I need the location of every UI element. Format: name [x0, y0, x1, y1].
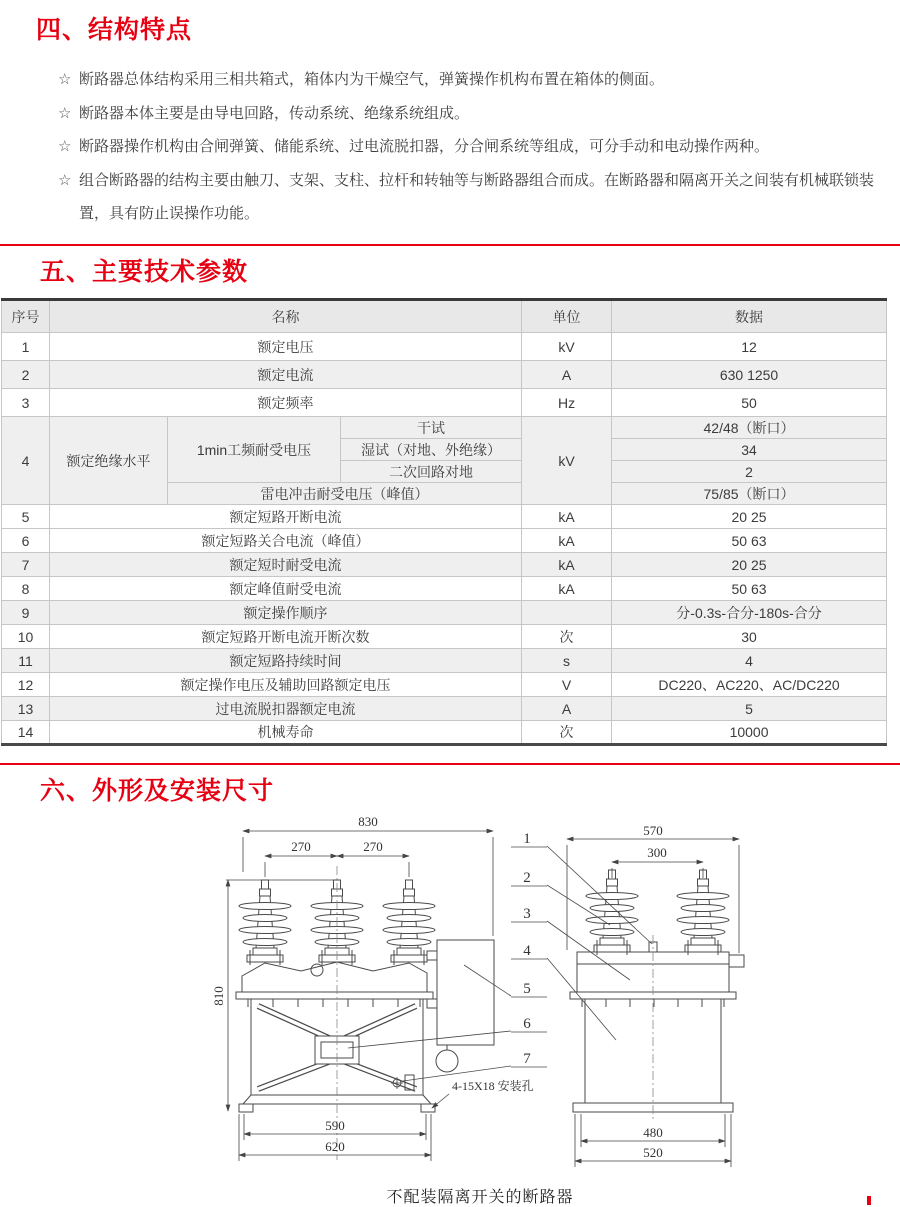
mounting-foot	[421, 1104, 435, 1112]
cell-unit: 次	[522, 721, 612, 745]
cell-unit: kV	[522, 417, 612, 505]
mounting-foot	[239, 1104, 253, 1112]
cell-name: 额定电流	[50, 361, 522, 389]
cell-group-power-frequency: 1min工频耐受电压	[168, 417, 341, 483]
cell-data: 20 25	[612, 505, 887, 529]
cell-no: 7	[2, 553, 50, 577]
dim-830: 830	[358, 814, 378, 829]
lifting-hole	[311, 964, 323, 976]
mounting-hole-label: 4-15X18 安装孔	[452, 1079, 534, 1093]
dim-480: 480	[643, 1125, 663, 1140]
cell-no: 3	[2, 389, 50, 417]
cell-sub-dry: 干试	[341, 417, 522, 439]
cell-data: 4	[612, 649, 887, 673]
cell-name: 额定短路关合电流（峰值）	[50, 529, 522, 553]
cell-data: 630 1250	[612, 361, 887, 389]
front-view	[236, 866, 494, 1160]
cell-data: 5	[612, 697, 887, 721]
cell-unit: kA	[522, 553, 612, 577]
dim-590: 590	[325, 1118, 345, 1133]
cell-data: 75/85（断口）	[612, 483, 887, 505]
cell-sub-secondary: 二次回路对地	[341, 461, 522, 483]
cell-data: 10000	[612, 721, 887, 745]
bullet-text: 断路器本体主要是由导电回路，传动系统、绝缘系统组成。	[79, 104, 470, 122]
callout-3: 3	[523, 906, 531, 922]
section5-title: 五、主要技术参数	[40, 258, 249, 286]
drawing-caption: 不配装隔离开关的断路器	[386, 1189, 574, 1206]
cell-name: 额定操作顺序	[50, 601, 522, 625]
cell-no: 6	[2, 529, 50, 553]
cell-no: 2	[2, 361, 50, 389]
cell-unit: kV	[522, 333, 612, 361]
cell-data: DC220、AC220、AC/DC220	[612, 673, 887, 697]
callout-6: 6	[523, 1016, 531, 1032]
insulator-bushing	[239, 880, 291, 965]
cell-sub-wet: 湿试（对地、外绝缘）	[341, 439, 522, 461]
section4-title: 四、结构特点	[36, 16, 193, 44]
cell-data: 12	[612, 333, 887, 361]
cell-data: 30	[612, 625, 887, 649]
callout-4: 4	[523, 943, 531, 959]
cell-unit: kA	[522, 505, 612, 529]
cell-data: 42/48（断口）	[612, 417, 887, 439]
cell-data: 50	[612, 389, 887, 417]
mechanism-mount	[427, 951, 437, 960]
cell-data: 2	[612, 461, 887, 483]
bullet-text: 断路器总体结构采用三相共箱式，箱体内为干燥空气，弹簧操作机构布置在箱体的侧面。	[79, 71, 665, 88]
insulator-bushing	[677, 870, 729, 955]
cell-no: 10	[2, 625, 50, 649]
callout-2: 2	[523, 870, 531, 886]
cell-no: 8	[2, 577, 50, 601]
dim-620: 620	[325, 1139, 345, 1154]
side-view	[570, 870, 744, 1120]
cell-no: 12	[2, 673, 50, 697]
cell-no: 1	[2, 333, 50, 361]
flange-bolts	[248, 999, 420, 1007]
cell-name: 额定短时耐受电流	[50, 553, 522, 577]
cell-unit: kA	[522, 577, 612, 601]
cell-no: 11	[2, 649, 50, 673]
cell-data: 20 25	[612, 553, 887, 577]
dim-570: 570	[643, 823, 663, 838]
tank-flange	[236, 992, 433, 999]
callout-1: 1	[523, 831, 531, 847]
cell-no: 9	[2, 601, 50, 625]
cell-no: 4	[2, 417, 50, 505]
cell-data: 分-0.3s-合分-180s-合分	[612, 601, 887, 625]
dim-270: 270	[363, 839, 383, 854]
header-unit: 单位	[522, 300, 612, 333]
page-corner-mark	[867, 1196, 871, 1205]
cell-unit: kA	[522, 529, 612, 553]
cell-group-lightning: 雷电冲击耐受电压（峰值）	[168, 483, 522, 505]
cell-no: 5	[2, 505, 50, 529]
callout-7: 7	[523, 1051, 531, 1067]
cell-unit: Hz	[522, 389, 612, 417]
cell-data: 34	[612, 439, 887, 461]
side-bracket	[729, 955, 744, 967]
cell-data: 50 63	[612, 529, 887, 553]
cell-unit: 次	[522, 625, 612, 649]
cell-unit: s	[522, 649, 612, 673]
operating-mechanism-box	[437, 940, 494, 1045]
star-bullet-icon: ☆	[58, 138, 72, 155]
cell-unit: A	[522, 361, 612, 389]
star-bullet-icon: ☆	[58, 71, 72, 88]
cell-unit: V	[522, 673, 612, 697]
bullet-text: 组合断路器的结构主要由触刀、支架、支柱、拉杆和转轴等与断路器组合而成。在断路器和隔离开关之间装有机械联锁装置，具有防止误操作功能。	[79, 171, 875, 222]
cell-name: 额定绝缘水平	[50, 417, 168, 505]
callout-5: 5	[523, 981, 531, 997]
section6-title: 六、外形及安装尺寸	[40, 777, 275, 805]
cell-name: 额定操作电压及辅助回路额定电压	[50, 673, 522, 697]
star-bullet-icon: ☆	[58, 171, 72, 189]
cell-no: 14	[2, 721, 50, 745]
dim-270: 270	[291, 839, 311, 854]
header-name: 名称	[50, 300, 522, 333]
tank-roof	[242, 962, 427, 992]
mechanism-mount	[427, 999, 437, 1008]
cell-name: 额定短路开断电流	[50, 505, 522, 529]
insulator-bushing	[586, 870, 638, 955]
cell-unit: A	[522, 697, 612, 721]
cell-name: 额定短路持续时间	[50, 649, 522, 673]
dim-810: 810	[211, 986, 226, 1006]
star-bullet-icon: ☆	[58, 104, 72, 122]
operating-handle-ring	[436, 1050, 458, 1072]
dim-520: 520	[643, 1145, 663, 1160]
cell-name: 额定电压	[50, 333, 522, 361]
cell-name: 额定峰值耐受电流	[50, 577, 522, 601]
cell-no: 13	[2, 697, 50, 721]
header-data: 数据	[612, 300, 887, 333]
dim-300: 300	[647, 845, 667, 860]
cell-name: 额定短路开断电流开断次数	[50, 625, 522, 649]
cell-name: 过电流脱扣器额定电流	[50, 697, 522, 721]
header-no: 序号	[2, 300, 50, 333]
bullet-text: 断路器操作机构由合闸弹簧、储能系统、过电流脱扣器，分合闸系统等组成，可分手动和电动操作两种。	[79, 138, 770, 155]
cell-data: 50 63	[612, 577, 887, 601]
cell-name: 机械寿命	[50, 721, 522, 745]
cell-name: 额定频率	[50, 389, 522, 417]
